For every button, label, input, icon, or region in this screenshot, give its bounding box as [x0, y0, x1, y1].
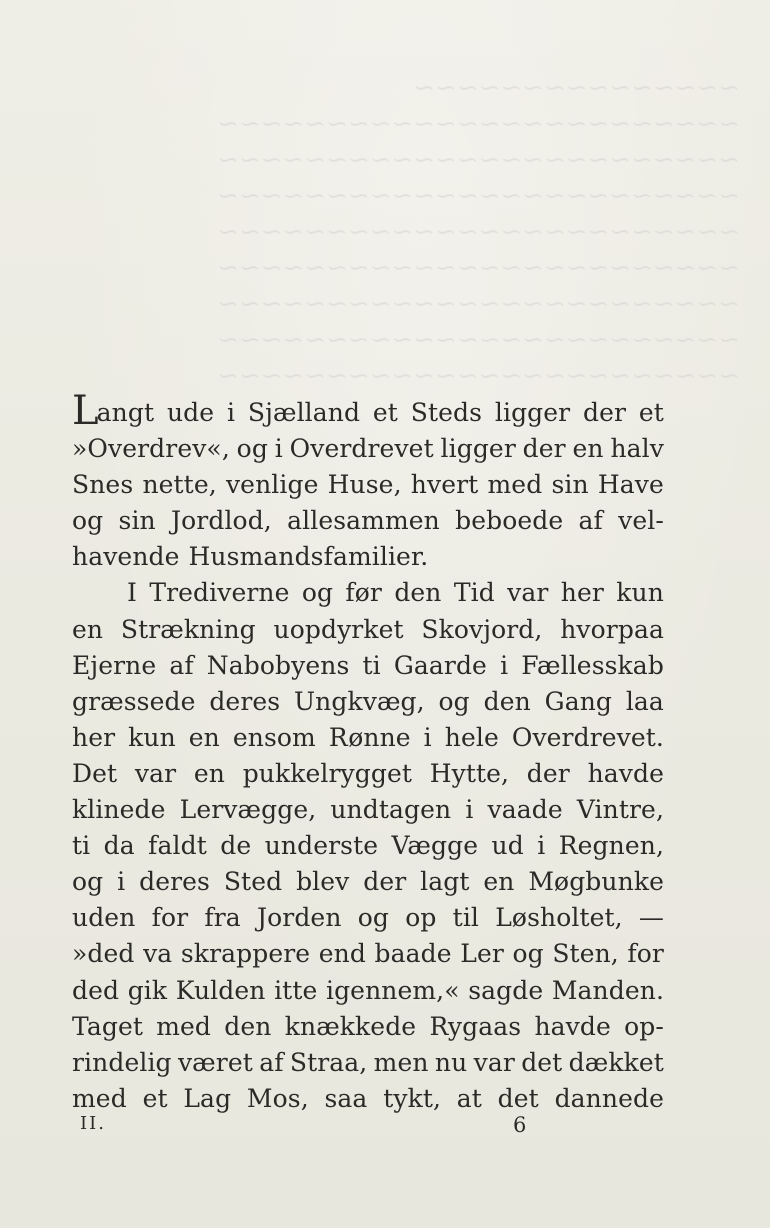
- word: hele: [444, 722, 499, 752]
- word: dannede: [554, 1083, 664, 1113]
- word: nu: [434, 1047, 468, 1077]
- word: vaade: [487, 795, 563, 825]
- word: Fællesskab: [521, 650, 664, 680]
- word: underste: [264, 831, 379, 861]
- word: havde: [587, 758, 664, 788]
- word: der: [363, 867, 407, 897]
- word: i: [274, 434, 283, 464]
- word: Ungkvæg,: [294, 686, 425, 716]
- text-line: [72, 900, 664, 936]
- word: i: [500, 650, 509, 680]
- word: Lag: [183, 1083, 232, 1113]
- word: Huse,: [327, 470, 402, 500]
- word: med: [156, 1011, 212, 1041]
- word: Have: [597, 470, 664, 500]
- word: »Overdrev«,: [72, 434, 230, 464]
- word: angt: [96, 398, 155, 427]
- word: ligger: [494, 398, 571, 427]
- text-line: [72, 575, 664, 611]
- signature-mark: II.: [80, 1113, 106, 1134]
- word: og: [301, 578, 334, 608]
- word: lagt: [420, 867, 470, 897]
- text-line: [72, 648, 664, 684]
- word: op-: [624, 1011, 664, 1041]
- word: —: [638, 903, 664, 933]
- word: Møgbunke: [528, 867, 664, 897]
- word: i: [423, 722, 432, 752]
- word: Sten,: [552, 939, 619, 969]
- word: ti: [362, 650, 381, 680]
- word: Ler: [460, 939, 504, 969]
- word: rindelig: [72, 1047, 172, 1077]
- word: var: [134, 758, 177, 788]
- text-line: [72, 756, 664, 792]
- word: I: [127, 578, 137, 608]
- text-line: [72, 720, 664, 756]
- word: op: [405, 903, 437, 933]
- word: en: [572, 434, 604, 464]
- word: Gang: [544, 686, 613, 716]
- word: faldt: [148, 831, 207, 861]
- word: at: [456, 1083, 482, 1113]
- word: en: [72, 614, 104, 644]
- word: allesammen: [287, 506, 440, 536]
- word: halv: [610, 434, 664, 464]
- word: laa: [625, 686, 664, 716]
- word: kun: [616, 578, 664, 608]
- word: tykt,: [383, 1083, 442, 1113]
- text-line: [72, 1081, 664, 1117]
- text-line: [72, 684, 664, 720]
- word: ensom: [232, 722, 316, 752]
- word: beboede: [455, 506, 564, 536]
- word: Jordlod,: [171, 506, 272, 536]
- word: af: [259, 1047, 284, 1077]
- word: til: [452, 903, 480, 933]
- text-line: [72, 388, 664, 434]
- word: for: [151, 903, 189, 933]
- word: Jorden: [257, 903, 342, 933]
- word: Straa,: [289, 1047, 368, 1077]
- word: Trediverne: [149, 578, 290, 608]
- word: Steds: [410, 398, 483, 427]
- word: Taget: [72, 1011, 143, 1041]
- word: vel-: [618, 506, 664, 536]
- word: de: [220, 831, 252, 861]
- word: og: [438, 686, 470, 716]
- drop-cap: L: [72, 388, 99, 434]
- word: klinede: [72, 795, 166, 825]
- word: Gaarde: [393, 650, 487, 680]
- word: venlige: [225, 470, 319, 500]
- word: den: [483, 686, 531, 716]
- word: Kulden: [175, 975, 266, 1005]
- word: igennem,«: [325, 975, 460, 1005]
- text-line: [72, 864, 664, 900]
- word: blev: [296, 867, 350, 897]
- word: var: [473, 1047, 515, 1077]
- word: den: [394, 578, 442, 608]
- word: en: [483, 867, 515, 897]
- word: der: [522, 434, 566, 464]
- page-footer: [0, 1113, 770, 1143]
- word: ti: [72, 831, 91, 861]
- text-line: [72, 828, 664, 864]
- word: Vintre,: [576, 795, 664, 825]
- word: sagde: [468, 975, 544, 1005]
- word: da: [103, 831, 135, 861]
- word: Manden.: [551, 975, 664, 1005]
- word: Rygaas: [429, 1011, 522, 1041]
- word: uopdyrket: [273, 614, 404, 644]
- word: nette,: [142, 470, 217, 500]
- word: i: [117, 867, 126, 897]
- text-line: [72, 503, 664, 539]
- word: og: [72, 867, 104, 897]
- word: baade: [374, 939, 452, 969]
- word: og: [236, 434, 268, 464]
- word: og: [72, 506, 104, 536]
- word: i: [226, 398, 236, 427]
- word: og: [357, 903, 389, 933]
- word: her: [72, 722, 116, 752]
- word: itte: [274, 975, 318, 1005]
- word: saa: [324, 1083, 368, 1113]
- word: en: [188, 722, 220, 752]
- word: et: [372, 398, 398, 427]
- text-line: [72, 936, 664, 972]
- word: dækket: [568, 1047, 664, 1077]
- word: Skovjord,: [421, 614, 543, 644]
- word: en: [193, 758, 225, 788]
- word: her: [560, 578, 604, 608]
- word: der: [526, 758, 570, 788]
- word: deres: [209, 686, 281, 716]
- word: Regnen,: [558, 831, 664, 861]
- word: Nabobyens: [206, 650, 350, 680]
- word: end: [318, 939, 366, 969]
- word: med: [487, 470, 543, 500]
- word: et: [638, 398, 664, 427]
- word: hvorpaa: [560, 614, 664, 644]
- word: fra: [204, 903, 241, 933]
- word: og: [512, 939, 544, 969]
- word: Overdrevet: [289, 434, 434, 464]
- word: været: [177, 1047, 253, 1077]
- word: før: [345, 578, 382, 608]
- word: i: [537, 831, 546, 861]
- word: det: [497, 1083, 539, 1113]
- word: Ejerne: [72, 650, 157, 680]
- text-line: [72, 539, 664, 575]
- word: uden: [72, 903, 136, 933]
- word: Sted: [223, 867, 283, 897]
- word: ligger: [440, 434, 516, 464]
- word: Snes: [72, 470, 134, 500]
- word: »ded: [72, 939, 135, 969]
- word: ude: [166, 398, 215, 427]
- text-line: [72, 1009, 664, 1045]
- text-line: [72, 431, 664, 467]
- word: den: [224, 1011, 272, 1041]
- text-line: [72, 467, 664, 503]
- page-number: 6: [513, 1113, 527, 1137]
- word: kun: [128, 722, 176, 752]
- word: undtagen: [330, 795, 452, 825]
- word: Sjælland: [247, 398, 361, 427]
- word: va: [143, 939, 173, 969]
- word: Rønne: [328, 722, 411, 752]
- word: Vægge: [391, 831, 479, 861]
- word: ded: [72, 975, 120, 1005]
- word: et: [142, 1083, 168, 1113]
- word: for: [627, 939, 664, 969]
- word: knækkede: [284, 1011, 417, 1041]
- word: der: [583, 398, 627, 427]
- word: Husmandsfamilier.: [188, 542, 429, 572]
- word: Hytte,: [429, 758, 510, 788]
- word: Strækning: [120, 614, 256, 644]
- word: Tid: [453, 578, 495, 608]
- show-through-text: ~~~~~~~~~~~~~~~ ~~~~~~~~~~~~~~~~~~~~~~~~ ~~~~~~~~~~~~~~~~~~~~~~~~ ~~~~~~~~~~~~~~~~~~~~~~~~ ~~~~~~~~~~~~~~~~~~~~~~~~ ~~~~~~~~~~~~~~~~~~~~~~~~ ~~~~~~~~~~~~~~~~~~~~~~~~ ~~~~~~~~~~~~~~~~~~~~~~~~ ~~~~~~~~~~~~~~~~~~~~~~~~: [217, 73, 740, 391]
- word: af: [169, 650, 194, 680]
- word: havde: [534, 1011, 611, 1041]
- text-line: [72, 973, 664, 1009]
- word: var: [507, 578, 549, 608]
- word: ud: [491, 831, 524, 861]
- word: hvert: [410, 470, 479, 500]
- word: skrappere: [180, 939, 311, 969]
- text-line: [72, 612, 664, 648]
- word: Mos,: [246, 1083, 309, 1113]
- word: Løsholtet,: [495, 903, 623, 933]
- body-text: [72, 388, 664, 1117]
- word: men: [373, 1047, 429, 1077]
- word: i: [465, 795, 474, 825]
- word: pukkelrygget: [242, 758, 413, 788]
- word: af: [578, 506, 603, 536]
- word: sin: [551, 470, 589, 500]
- word: med: [72, 1083, 127, 1113]
- word: sin: [118, 506, 156, 536]
- word: græssede: [72, 686, 196, 716]
- word: Overdrevet.: [511, 722, 664, 752]
- word: det: [521, 1047, 563, 1077]
- word: gik: [127, 975, 168, 1005]
- text-line: [72, 1045, 664, 1081]
- text-line: [72, 792, 664, 828]
- word: deres: [139, 867, 210, 897]
- word: Lervægge,: [179, 795, 317, 825]
- word: havende: [72, 542, 180, 572]
- word: Det: [72, 758, 118, 788]
